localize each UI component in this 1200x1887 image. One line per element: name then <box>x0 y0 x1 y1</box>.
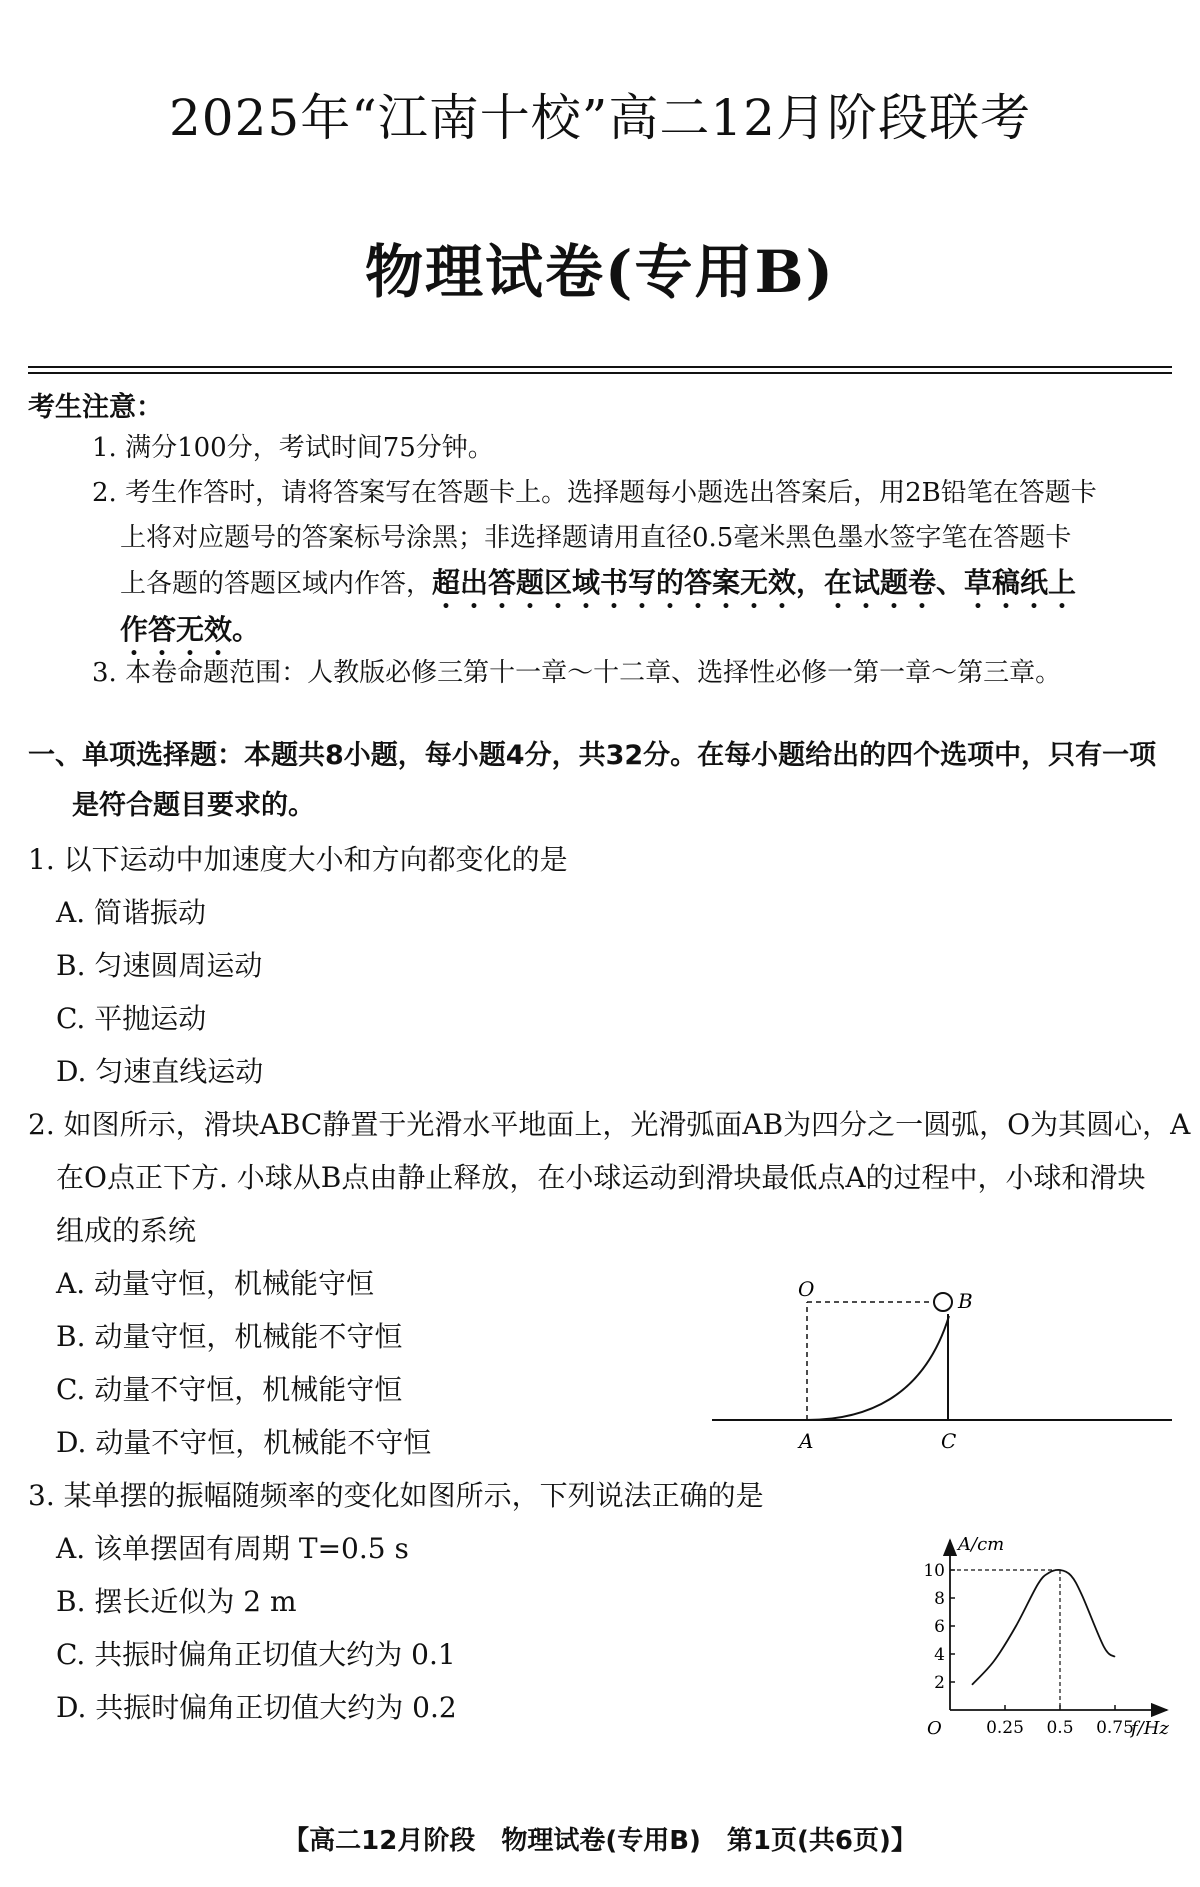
q3-x-tick-label-1: 0.5 <box>1046 1718 1074 1738</box>
q3-x-tick-label-2: 0.75 <box>1096 1718 1134 1738</box>
q2-label-c: C <box>941 1429 957 1453</box>
q3-y-tick-label-3: 8 <box>934 1589 945 1609</box>
q3-option-b: B. 摆长近似为 2 m <box>56 1585 297 1618</box>
note-item-2-line-4: 作答无效。 <box>120 613 261 646</box>
q1-option-c: C. 平抛运动 <box>56 1002 207 1035</box>
exam-subtitle: 物理试卷(专用B) <box>365 238 835 306</box>
q2-option-b: B. 动量守恒，机械能不守恒 <box>56 1320 403 1353</box>
section-1-line-1: 一、单项选择题：本题共8小题，每小题4分，共32分。在每小题给出的四个选项中，只有一项 <box>28 740 1157 771</box>
divider-bottom <box>28 372 1172 374</box>
q3-y-tick-label-2: 6 <box>934 1617 945 1637</box>
note-item-2-line-1: 2. 考生作答时，请将答案写在答题卡上。选择题每小题选出答案后，用2B铅笔在答题卡 <box>92 478 1097 508</box>
q3-y-tick-label-4: 10 <box>923 1561 945 1581</box>
q3-series-line <box>972 1570 1115 1685</box>
q2-stem-line-3: 组成的系统 <box>56 1214 197 1247</box>
section-1-line-2: 是符合题目要求的。 <box>72 790 315 821</box>
q2-arc-ab <box>807 1316 949 1420</box>
divider-top <box>28 366 1172 368</box>
q2-ball <box>934 1293 952 1311</box>
q2-figure-slider <box>712 1270 1172 1460</box>
q3-y-axis-label: A/cm <box>958 1534 1005 1555</box>
q3-y-tick-label-1: 4 <box>934 1645 945 1665</box>
q3-x-tick-label-0: 0.25 <box>986 1718 1024 1738</box>
q1-stem: 1. 以下运动中加速度大小和方向都变化的是 <box>28 843 568 876</box>
q2-option-c: C. 动量不守恒，机械能守恒 <box>56 1373 403 1406</box>
q2-label-b: B <box>958 1289 973 1313</box>
q2-option-d: D. 动量不守恒，机械能不守恒 <box>56 1426 432 1459</box>
q1-option-b: B. 匀速圆周运动 <box>56 949 263 982</box>
notes-heading: 考生注意： <box>28 392 163 423</box>
note-item-2-line-3 <box>120 563 1076 615</box>
q3-stem: 3. 某单摆的振幅随频率的变化如图所示，下列说法正确的是 <box>28 1479 764 1512</box>
exam-title: 2025年“江南十校”高二12月阶段联考 <box>169 89 1031 147</box>
q3-resonance-chart <box>905 1530 1175 1740</box>
note-item-2-line-3-normal: 上各题的答题区域内作答， <box>120 569 433 599</box>
q2-label-a: A <box>799 1429 814 1453</box>
q3-option-d: D. 共振时偏角正切值大约为 0.2 <box>56 1691 457 1724</box>
note-item-1: 1. 满分100分，考试时间75分钟。 <box>92 433 494 463</box>
q2-stem-line-2: 在O点正下方. 小球从B点由静止释放，在小球运动到滑块最低点A的过程中，小球和滑块 <box>56 1161 1146 1194</box>
q3-option-a: A. 该单摆固有周期 T=0.5 s <box>56 1532 409 1565</box>
q3-x-axis-label: f/Hz <box>1131 1718 1169 1739</box>
q2-stem-line-1: 2. 如图所示，滑块ABC静置于光滑水平地面上，光滑弧面AB为四分之一圆弧，O为其圆心，A <box>28 1108 1191 1141</box>
q3-origin-label: O <box>927 1718 942 1739</box>
q3-y-tick-label-0: 2 <box>934 1673 945 1693</box>
note-item-2-line-2: 上将对应题号的答案标号涂黑；非选择题请用直径0.5毫米黑色墨水签字笔在答题卡 <box>120 523 1072 553</box>
note-item-3: 3. 本卷命题范围：人教版必修三第十一章～十二章、选择性必修一第一章～第三章。 <box>92 658 1062 688</box>
note-item-2-emphasis: 超出答题区域书写的答案无效，在试题卷、草稿纸上 <box>432 566 1077 599</box>
q1-option-d: D. 匀速直线运动 <box>56 1055 264 1088</box>
q1-option-a: A. 简谐振动 <box>56 896 207 929</box>
page-footer: 【高二12月阶段 物理试卷(专用B) 第1页(共6页)】 <box>283 1826 917 1856</box>
q2-label-o: O <box>798 1277 815 1301</box>
q3-option-c: C. 共振时偏角正切值大约为 0.1 <box>56 1638 456 1671</box>
q2-option-a: A. 动量守恒，机械能守恒 <box>56 1267 375 1300</box>
